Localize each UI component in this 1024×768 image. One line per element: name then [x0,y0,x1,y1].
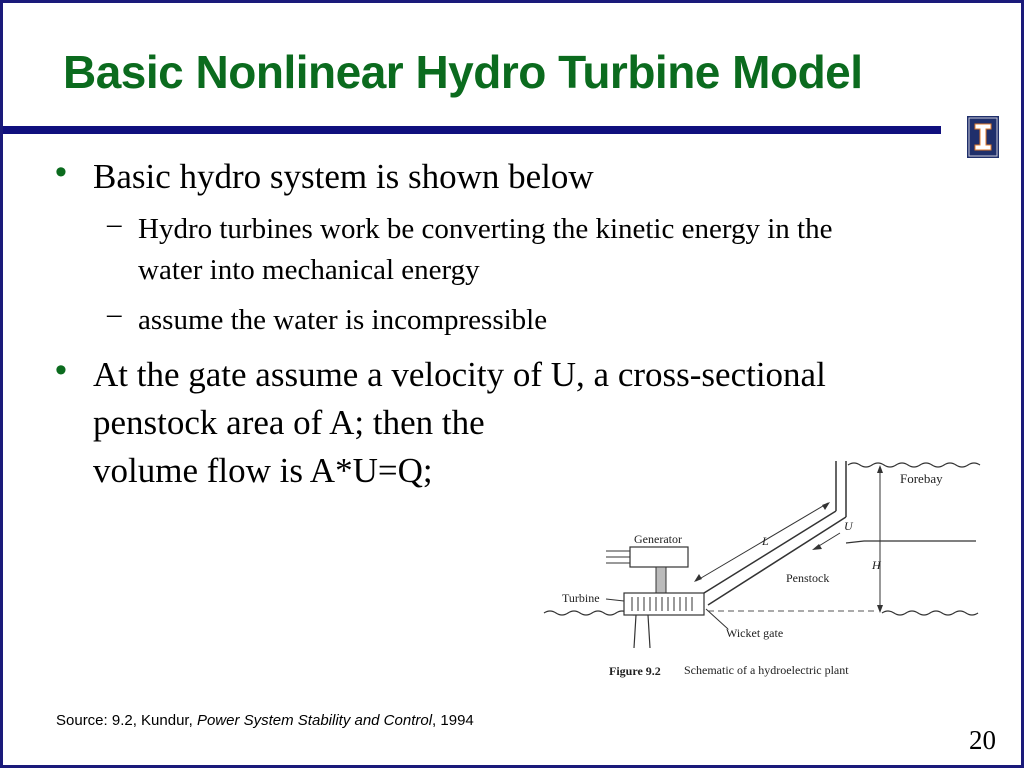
figure-caption-text: Schematic of a hydroelectric plant [684,663,849,677]
sub-bullet-1-line-1: Hydro turbines work be converting the kinetic energy in the [138,213,833,245]
hydroelectric-plant-schematic [536,443,981,688]
velocity-label: U [844,519,853,533]
sub-bullet-2-text: assume the water is incompressible [138,304,548,336]
source-prefix: Source: 9.2, Kundur, [56,712,197,729]
sub-bullet-1-line-2: water into mechanical energy [138,254,480,286]
wicket-gate-label: Wicket gate [726,626,784,640]
generator-label: Generator [634,532,682,546]
penstock-label: Penstock [786,571,830,585]
figure-caption-label: Figure 9.2 [609,664,661,678]
forebay-label: Forebay [900,471,943,486]
source-suffix: , 1994 [432,712,474,729]
dash-icon: – [107,298,122,330]
title-rule [3,126,941,134]
bullet-2-line-3: volume flow is A*U=Q; [93,451,433,490]
dash-icon: – [107,208,122,240]
slide-title: Basic Nonlinear Hydro Turbine Model [63,46,863,98]
head-label: H [872,558,881,572]
length-label: L [762,534,769,548]
bullet-dot-icon: • [55,351,67,389]
source-book-title: Power System Stability and Control [196,712,433,729]
bullet-1-text: Basic hydro system is shown below [93,157,594,196]
bullet-dot-icon: • [55,153,67,191]
bullet-2-line-2: penstock area of A; then the [93,403,485,442]
page-number: 20 [969,725,996,755]
turbine-label: Turbine [562,591,600,605]
university-logo-icon [967,116,999,158]
bullet-2-line-1: At the gate assume a velocity of U, a cross-sectional [93,355,826,394]
source-citation [56,712,474,729]
